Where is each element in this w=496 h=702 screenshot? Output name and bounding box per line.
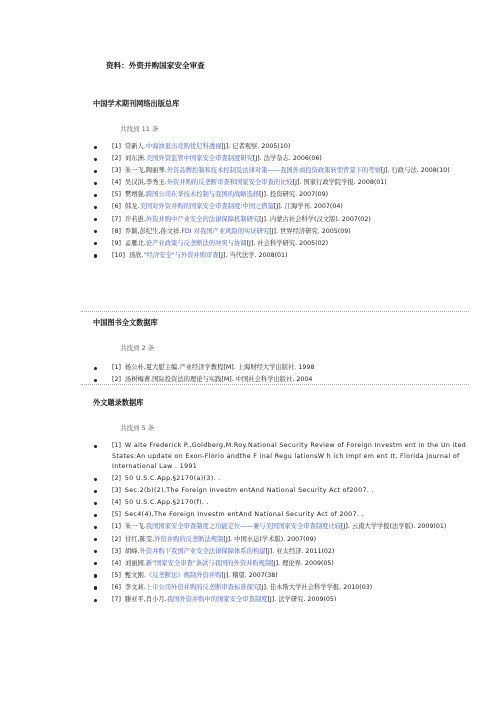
reference-source: [J]. 江海学刊. 2007(04) [273, 203, 343, 211]
reference-authors: 甄文刚. [124, 571, 146, 579]
reference-item [93, 363, 473, 374]
reference-item [93, 178, 473, 189]
reference-authors: 樊增强. [124, 191, 146, 199]
reference-title-link[interactable]: FDI 对我国产业风险的实证研究 [181, 227, 270, 235]
bullet-icon [94, 445, 97, 448]
reference-item [93, 547, 473, 558]
reference-item [93, 251, 473, 262]
reference-item [93, 535, 473, 546]
reference-authors: 汤欣. [128, 251, 144, 259]
reference-number: [2] [112, 155, 121, 163]
reference-number: [2] [112, 376, 121, 384]
reference-item [93, 239, 473, 250]
reference-number: [1] [112, 442, 121, 449]
reference-source: [J]. 稽望. 2007(38) [221, 571, 278, 579]
reference-source: [J]. 投资研究. 2007(09) [259, 191, 329, 199]
bullet-icon [94, 206, 97, 209]
bullet-icon [94, 158, 97, 161]
section-heading: 外文题录数据库 [93, 398, 144, 407]
reference-item [93, 498, 473, 509]
result-count: 共找到 2 条 [120, 344, 155, 352]
reference-source: [J]. 国家行政学院学报. 2008(01) [292, 179, 387, 187]
reference-item [93, 441, 473, 473]
reference-number: [6] [112, 203, 121, 211]
reference-source: [J]. 内蒙古社会科学(汉文版). 2007(02) [259, 215, 371, 223]
reference-item [93, 571, 473, 582]
reference-authors: 李文莉. [124, 583, 146, 591]
result-count: 共找到 11 条 [120, 125, 159, 133]
reference-title-link[interactable]: 《反垄断法》规制外资并购 [145, 571, 222, 579]
reference-source: [J]. 云南大学学报(法学版). 2009(01) [341, 523, 447, 531]
reference-title-link[interactable]: 上市公司外资并购的反垄断审查标准探究 [145, 583, 260, 591]
section-foreign [93, 398, 473, 607]
reference-source: 50 U.S.C.App.§2170(f). . [124, 499, 209, 507]
reference-number: [9] [112, 239, 121, 247]
reference-item [93, 154, 473, 165]
reference-list [93, 363, 473, 386]
bullet-icon [94, 170, 97, 173]
reference-number: [1] [112, 364, 121, 371]
reference-authors: 吴汉洪,李秀玉. [124, 179, 167, 187]
bullet-icon [94, 367, 97, 370]
reference-authors: 滕亚平,肖小月. [124, 596, 167, 604]
reference-item [93, 583, 473, 594]
bullet-icon [94, 550, 97, 553]
reference-item [93, 510, 473, 521]
reference-authors: 刘东洲. [124, 155, 146, 163]
reference-source: [J]. 行政与法. 2008(10) [380, 167, 450, 175]
reference-source: [J]. 记者观察. 2005(10) [221, 143, 291, 150]
reference-source: [J]. 佳木斯大学社会科学学报. 2010(03) [259, 583, 373, 591]
section-heading: 中国学术期刊网络出版总库 [93, 99, 180, 108]
page-title: 资料：外资并购国家安全审查 [106, 61, 205, 70]
section-heading: 中国图书全文数据库 [93, 318, 158, 327]
reference-list [93, 441, 473, 606]
reference-title-link[interactable]: 外资并购的反垄断审查和国家安全审查的比较 [166, 179, 293, 187]
reference-authors: 乔颖,彭纪生,孙文祥. [124, 227, 182, 235]
bullet-icon [94, 538, 97, 541]
reference-number: [3] [112, 487, 121, 495]
reference-title-link[interactable]: 跨国公司在华技术控制与我国的战略选择 [145, 191, 260, 199]
reference-authors: 朱一飞. [124, 523, 146, 531]
reference-number: [5] [112, 571, 121, 579]
bullet-icon [94, 490, 97, 493]
bullet-icon [94, 514, 97, 517]
reference-number: [4] [112, 499, 121, 507]
reference-source: W aite Frederick P.,Goldberg,M.Roy.National Security Review of Foreign Investm ent in the Un ited States:An update on Exon-Florio andthe F inal Regu lationsW h ich Impl em ent It. Florida Journal of International Law . 1991 [112, 442, 467, 470]
reference-item [93, 559, 473, 570]
reference-authors: 韩龙. [124, 203, 140, 211]
divider [81, 311, 469, 312]
reference-item [93, 142, 473, 153]
reference-source: Sec.2(b)(2),The Foreign Investm entAnd National Security Act of2007. . [124, 487, 374, 495]
reference-title-link[interactable]: 美国对外资并购的国家安全审查制度:中国之借鉴 [139, 203, 274, 211]
reference-authors: 刘丽园. [124, 559, 146, 567]
reference-source: [J]. 当代法学. 2008(01) [218, 251, 288, 259]
reference-title-link[interactable]: 我国国家安全审查制度之功能定位——兼与美国国家安全审查制度比较 [145, 523, 342, 531]
reference-title-link[interactable]: 我国外资并购中的国家安全审查制度 [166, 596, 268, 604]
reference-authors: 许若愚. [124, 215, 146, 223]
reference-source: [J]. 世界经济研究. 2005(09) [269, 227, 351, 235]
bullet-icon [94, 194, 97, 197]
reference-item [93, 202, 473, 213]
reference-number: [7] [112, 215, 121, 223]
bullet-icon [94, 599, 97, 602]
reference-number: [10] [112, 251, 125, 259]
reference-title-link[interactable]: 论产业政策与反垄断法的冲突与协调 [145, 239, 247, 247]
section-journals [93, 99, 473, 263]
reference-number: [4] [112, 179, 121, 187]
bullet-icon [94, 478, 97, 481]
reference-title-link[interactable]: 外资并购中产业安全的法律保障机制研究 [145, 215, 260, 223]
reference-number: [5] [112, 191, 121, 199]
bullet-icon [94, 526, 97, 529]
bullet-icon [94, 586, 97, 589]
reference-title-link[interactable]: 中海油退出竞购优尼科透视 [145, 143, 222, 150]
reference-item [93, 166, 473, 177]
reference-source: 50 U.S.C.App.§2170(a)(3). . [124, 475, 221, 483]
reference-source: [J]. 亚太经济. 2011(02) [265, 547, 335, 555]
reference-source: Sec4(4),The Foreign Investm entAnd National Security Act of 2007. . [124, 511, 364, 519]
bullet-icon [94, 502, 97, 505]
reference-list [93, 142, 473, 261]
reference-number: [3] [112, 547, 121, 555]
reference-number: [2] [112, 475, 121, 483]
reference-item [93, 595, 473, 606]
reference-title-link[interactable]: 外资并购下我国产业安全法律保障体系的构建 [139, 547, 266, 555]
bullet-icon [94, 146, 97, 149]
reference-authors: 常新人. [124, 143, 146, 150]
reference-title-link[interactable]: 外资并购的反垄断法规制 [154, 535, 224, 543]
reference-number: [4] [112, 559, 121, 567]
reference-item [93, 474, 473, 485]
reference-source: [J]. 理论界. 2009(05) [271, 559, 334, 567]
reference-number: [5] [112, 511, 121, 519]
reference-item [93, 227, 473, 238]
result-count: 共找到 5 条 [120, 424, 155, 432]
reference-source: [J]. 法学研究. 2009(05) [267, 596, 337, 604]
reference-number: [6] [112, 583, 121, 591]
bullet-icon [94, 254, 97, 257]
bullet-icon [94, 379, 97, 382]
reference-title-link[interactable]: "经济安全"与外资并购审查 [143, 251, 219, 259]
reference-source: 汤树梅著.国际投资法的理论与实践[M]. 中国社会科学出版社. 2004 [124, 376, 313, 384]
reference-number: [8] [112, 227, 121, 235]
reference-item [93, 486, 473, 497]
bullet-icon [94, 562, 97, 565]
bullet-icon [94, 574, 97, 577]
reference-item [93, 215, 473, 226]
reference-source: 杨公朴,夏大慰主编.产业经济学教程[M]. 上海财经大学出版社. 1998 [124, 364, 315, 371]
reference-source: [J]. 法学杂志. 2006(06) [252, 155, 322, 163]
reference-source: [J]. 社会科学研究. 2005(02) [246, 239, 329, 247]
section-books [93, 318, 473, 387]
reference-number: [1] [112, 143, 121, 150]
reference-title-link[interactable]: 美国外资监管中国家安全审查制度研究 [145, 155, 253, 163]
reference-source: [J]. 中国水运(学术版). 2007(09) [223, 535, 317, 543]
reference-authors: 孟雁北. [124, 239, 146, 247]
reference-number: [3] [112, 167, 121, 175]
reference-number: [7] [112, 596, 121, 604]
reference-authors: 甘红,陈雯. [124, 535, 155, 543]
reference-item [93, 190, 473, 201]
reference-item [93, 522, 473, 533]
reference-number: [2] [112, 535, 121, 543]
bullet-icon [94, 230, 97, 233]
reference-authors: 朱一飞,陶丽琴. [124, 167, 167, 175]
reference-number: [1] [112, 523, 121, 531]
bullet-icon [94, 182, 97, 185]
bullet-icon [94, 218, 97, 221]
divider [81, 384, 469, 385]
reference-title-link[interactable]: 新"国家安全审查"条款与我国的外资并购规制 [145, 559, 272, 567]
bullet-icon [94, 242, 97, 245]
reference-title-link[interactable]: 外资品牌控制和技术控制及法律对策——我国外商投资政策转型背景下的考察 [166, 167, 381, 175]
reference-authors: 胡峰. [124, 547, 140, 555]
